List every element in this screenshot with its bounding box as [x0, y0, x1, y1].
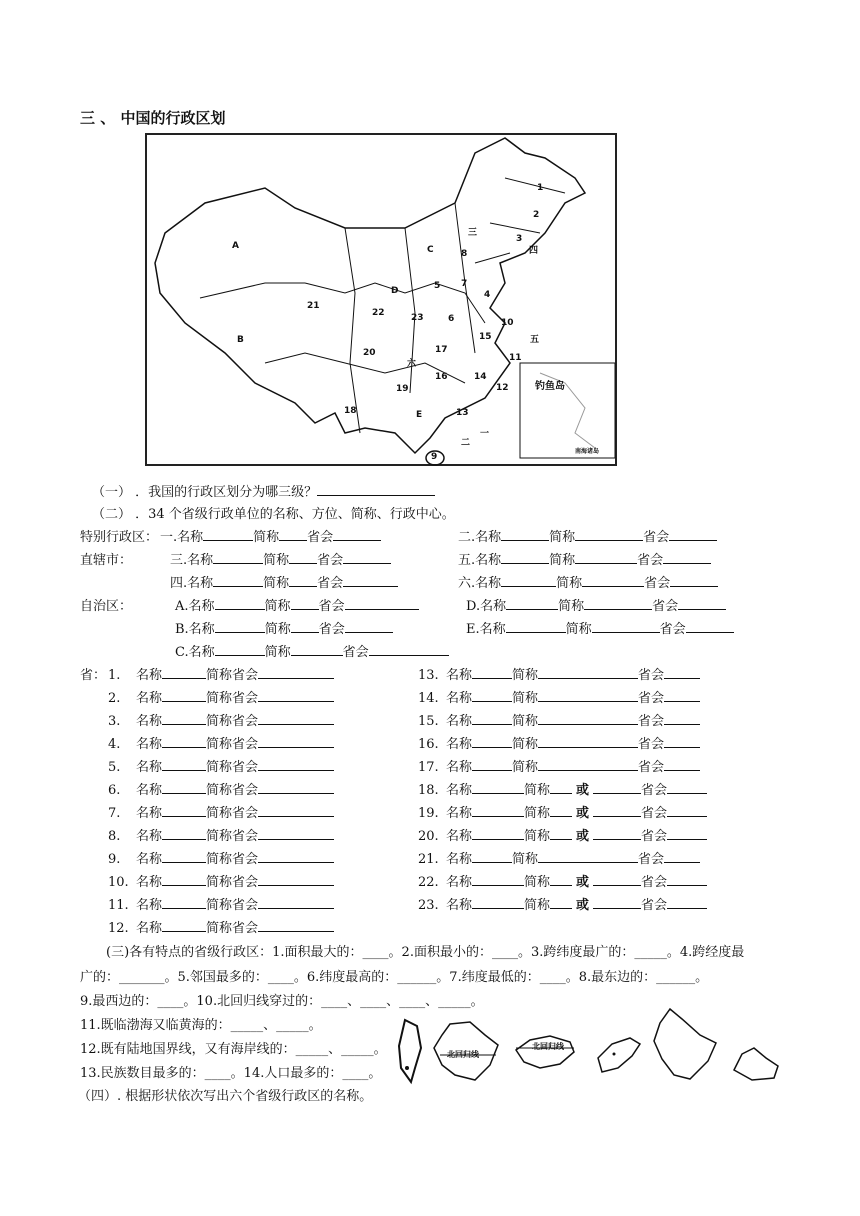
- muni-category: 直辖市：: [80, 553, 133, 568]
- province-number: 4.: [108, 737, 121, 752]
- field-label: 简称: [206, 829, 233, 844]
- field-label: 省会: [638, 714, 665, 729]
- province-number: 13.: [418, 668, 439, 683]
- q3-line-5: 12.既有陆地国界线，又有海岸线的：_____、_____。: [80, 1042, 387, 1057]
- field-label: 名称: [136, 783, 163, 798]
- field-label: 名称: [136, 852, 163, 867]
- province-row: [108, 687, 334, 706]
- province-row: [108, 871, 334, 890]
- province-row: [108, 733, 334, 752]
- q3-line-3: 9.最西边的：____。10.北回归线穿过的：____、____、____、_____。: [80, 994, 484, 1009]
- map-label-yi: 一: [480, 429, 490, 439]
- china-map-outline: [145, 133, 617, 466]
- field-label: 名称: [136, 921, 163, 936]
- tropic-label-2: 北回归线: [532, 1042, 564, 1051]
- map-label-10: 10: [501, 318, 514, 328]
- answer-blank[interactable]: [472, 895, 524, 909]
- province-row: [108, 664, 334, 683]
- muni-row-2a: 四.名称 简称 省会: [170, 572, 398, 591]
- province-row: [418, 664, 700, 683]
- auto-category: 自治区：: [80, 599, 133, 614]
- field-label: 名称: [136, 806, 163, 821]
- map-label-19: 19: [396, 384, 409, 394]
- field-label: 名称: [446, 760, 473, 775]
- province-row: [108, 848, 334, 867]
- field-label: 省会: [232, 668, 259, 683]
- answer-blank[interactable]: [667, 826, 707, 840]
- answer-blank[interactable]: [472, 826, 524, 840]
- answer-blank[interactable]: [550, 826, 572, 840]
- auto-row-1a: A.名称 简称 省会: [175, 595, 419, 614]
- map-label-san: 三: [468, 228, 478, 238]
- province-row: [418, 756, 700, 775]
- province-row: [418, 802, 707, 821]
- answer-blank[interactable]: [593, 803, 641, 817]
- map-label-wu: 五: [530, 335, 540, 345]
- field-label: 省会: [638, 852, 665, 867]
- field-label: 省会: [641, 898, 668, 913]
- map-label-16: 16: [435, 372, 448, 382]
- answer-blank[interactable]: [472, 757, 512, 771]
- answer-blank[interactable]: [162, 895, 206, 909]
- map-label-14: 14: [474, 372, 487, 382]
- field-label: 简称: [206, 921, 233, 936]
- province-number: 2.: [108, 691, 121, 706]
- or-label: 或: [576, 783, 590, 798]
- answer-blank[interactable]: [538, 734, 638, 748]
- answer-blank[interactable]: [162, 734, 206, 748]
- field-label: 简称: [512, 691, 539, 706]
- province-row: [418, 710, 700, 729]
- muni-row-1b: 五.名称 简称 省会: [458, 549, 711, 568]
- province-row: [418, 825, 707, 844]
- map-label-e: E: [416, 410, 423, 420]
- province-number: 1.: [108, 668, 121, 683]
- answer-blank[interactable]: [258, 895, 334, 909]
- field-label: 省会: [232, 921, 259, 936]
- province-row: [108, 917, 334, 936]
- china-map: [145, 133, 617, 466]
- province-number: 19.: [418, 806, 439, 821]
- field-label: 省会: [641, 806, 668, 821]
- province-number: 14.: [418, 691, 439, 706]
- map-label-23: 23: [411, 313, 424, 323]
- field-label: 省会: [638, 668, 665, 683]
- field-label: 名称: [136, 714, 163, 729]
- province-number: 18.: [418, 783, 439, 798]
- answer-blank[interactable]: [472, 872, 524, 886]
- field-label: 简称: [206, 875, 233, 890]
- map-label-er: 二: [461, 438, 471, 448]
- field-label: 名称: [136, 691, 163, 706]
- map-label-5: 5: [434, 281, 441, 291]
- field-label: 简称: [524, 875, 551, 890]
- field-label: 名称: [446, 829, 473, 844]
- answer-blank[interactable]: [538, 757, 638, 771]
- map-label-3: 3: [516, 234, 523, 244]
- field-label: 简称: [512, 668, 539, 683]
- inset-title: 钓鱼岛: [535, 381, 565, 392]
- province-row: [418, 779, 707, 798]
- province-number: 17.: [418, 760, 439, 775]
- province-prefix: 省：: [80, 668, 107, 683]
- field-label: 名称: [446, 783, 473, 798]
- or-label: 或: [576, 806, 590, 821]
- field-label: 名称: [446, 714, 473, 729]
- field-label: 名称: [136, 668, 163, 683]
- map-label-15: 15: [479, 332, 492, 342]
- answer-blank[interactable]: [664, 757, 700, 771]
- field-label: 名称: [446, 875, 473, 890]
- province-row: [108, 825, 334, 844]
- answer-blank[interactable]: [664, 711, 700, 725]
- map-label-7: 7: [461, 279, 468, 289]
- answer-blank[interactable]: [538, 711, 638, 725]
- q3-line-4: 11.既临渤海又临黄海的：_____、_____。: [80, 1018, 322, 1033]
- field-label: 省会: [232, 875, 259, 890]
- field-label: 省会: [641, 829, 668, 844]
- auto-row-3a: C.名称 简称 省会: [175, 641, 449, 660]
- answer-blank[interactable]: [538, 665, 638, 679]
- field-label: 省会: [638, 691, 665, 706]
- province-row: [418, 733, 700, 752]
- field-label: 简称: [206, 806, 233, 821]
- q3-line-1: (三)各有特点的省级行政区：1.面积最大的：____。2.面积最小的：____。3.跨纬度最广的：_____。4.跨经度最: [106, 945, 745, 960]
- page-title: 三 、 中国的行政区划: [80, 109, 226, 127]
- field-label: 省会: [641, 783, 668, 798]
- answer-blank[interactable]: [667, 872, 707, 886]
- inset-subtitle: 南海诸岛: [575, 448, 600, 455]
- field-label: 名称: [136, 875, 163, 890]
- answer-blank[interactable]: [258, 872, 334, 886]
- answer-blank[interactable]: [472, 734, 512, 748]
- auto-row-2b: E.名称 简称 省会: [466, 618, 734, 637]
- map-label-2: 2: [533, 210, 540, 220]
- field-label: 简称: [512, 737, 539, 752]
- answer-blank[interactable]: [538, 688, 638, 702]
- map-label-9: 9: [431, 452, 438, 462]
- province-row: [418, 871, 707, 890]
- province-number: 10.: [108, 875, 129, 890]
- map-label-8: 8: [461, 249, 468, 259]
- map-label-22: 22: [372, 308, 385, 318]
- province-row: [108, 710, 334, 729]
- q3-line-2: 广的：_______。5.邻国最多的：____。6.纬度最高的：______。7.纬度最低的：____。8.最东边的：______。: [80, 970, 709, 985]
- answer-blank[interactable]: [664, 849, 700, 863]
- field-label: 名称: [136, 760, 163, 775]
- field-label: 名称: [446, 737, 473, 752]
- muni-row-2b: 六.名称 简称 省会: [458, 572, 718, 591]
- answer-blank[interactable]: [258, 688, 334, 702]
- question-2: （二） ．34 个省级行政单位的名称、方位、简称、行政中心。: [92, 507, 455, 522]
- map-label-13: 13: [456, 408, 469, 418]
- province-number: 11.: [108, 898, 129, 913]
- answer-blank[interactable]: [667, 803, 707, 817]
- field-label: 简称: [206, 691, 233, 706]
- muni-row-1a: 三.名称 简称 省会: [170, 549, 391, 568]
- field-label: 简称: [206, 760, 233, 775]
- answer-blank[interactable]: [162, 826, 206, 840]
- answer-blank[interactable]: [258, 780, 334, 794]
- field-label: 简称: [524, 806, 551, 821]
- answer-blank[interactable]: [162, 918, 206, 932]
- field-label: 名称: [446, 806, 473, 821]
- or-label: 或: [576, 898, 590, 913]
- answer-blank[interactable]: [162, 665, 206, 679]
- province-shape-6: [728, 1040, 784, 1084]
- map-label-a: A: [232, 241, 239, 251]
- tropic-label-1: 北回归线: [447, 1050, 479, 1059]
- province-number: 9.: [108, 852, 121, 867]
- answer-blank[interactable]: [258, 711, 334, 725]
- answer-blank[interactable]: [317, 482, 435, 496]
- field-label: 名称: [446, 668, 473, 683]
- province-row: [418, 687, 700, 706]
- map-label-b: B: [237, 335, 244, 345]
- map-label-liu: 六: [407, 359, 417, 369]
- field-label: 简称: [206, 898, 233, 913]
- q4-title: （四）. 根据形状依次写出六个省级行政区的名称。: [78, 1089, 373, 1104]
- answer-blank[interactable]: [550, 872, 572, 886]
- province-row: [418, 894, 707, 913]
- or-label: 或: [576, 875, 590, 890]
- answer-blank[interactable]: [258, 665, 334, 679]
- answer-blank[interactable]: [472, 780, 524, 794]
- field-label: 名称: [136, 737, 163, 752]
- question-1: （一） ．我国的行政区划分为哪三级？: [92, 481, 435, 500]
- auto-row-2a: B.名称 简称 省会: [175, 618, 393, 637]
- province-number: 22.: [418, 875, 439, 890]
- field-label: 省会: [232, 691, 259, 706]
- province-row: [108, 802, 334, 821]
- map-label-17: 17: [435, 345, 448, 355]
- map-label-d: D: [391, 286, 399, 296]
- answer-blank[interactable]: [258, 757, 334, 771]
- answer-blank[interactable]: [664, 665, 700, 679]
- field-label: 省会: [641, 875, 668, 890]
- q3-line-6: 13.民族数目最多的：____。14.人口最多的：____。: [80, 1066, 382, 1081]
- answer-blank[interactable]: [472, 711, 512, 725]
- answer-blank[interactable]: [472, 688, 512, 702]
- map-label-20: 20: [363, 348, 376, 358]
- field-label: 省会: [232, 806, 259, 821]
- province-shape-5: [650, 1005, 720, 1085]
- answer-blank[interactable]: [550, 803, 572, 817]
- province-number: 8.: [108, 829, 121, 844]
- map-label-c: C: [427, 245, 434, 255]
- answer-blank[interactable]: [593, 895, 641, 909]
- field-label: 省会: [232, 829, 259, 844]
- answer-blank[interactable]: [664, 688, 700, 702]
- field-label: 简称: [206, 668, 233, 683]
- field-label: 省会: [232, 852, 259, 867]
- field-label: 简称: [524, 898, 551, 913]
- special-row-2: 二.名称 简称 省会: [458, 526, 717, 545]
- map-label-si: 四: [529, 246, 539, 256]
- answer-blank[interactable]: [538, 849, 638, 863]
- province-row: [108, 894, 334, 913]
- answer-blank[interactable]: [550, 895, 572, 909]
- answer-blank[interactable]: [664, 734, 700, 748]
- province-number: 5.: [108, 760, 121, 775]
- answer-blank[interactable]: [162, 872, 206, 886]
- answer-blank[interactable]: [258, 849, 334, 863]
- map-label-11: 11: [509, 353, 522, 363]
- field-label: 简称: [206, 714, 233, 729]
- answer-blank[interactable]: [258, 918, 334, 932]
- map-label-6: 6: [448, 314, 455, 324]
- field-label: 简称: [206, 737, 233, 752]
- answer-blank[interactable]: [472, 849, 512, 863]
- answer-blank[interactable]: [593, 780, 641, 794]
- field-label: 简称: [206, 852, 233, 867]
- answer-blank[interactable]: [162, 803, 206, 817]
- answer-blank[interactable]: [258, 826, 334, 840]
- map-label-21: 21: [307, 301, 320, 311]
- map-label-18: 18: [344, 406, 357, 416]
- answer-blank[interactable]: [162, 688, 206, 702]
- field-label: 简称: [512, 852, 539, 867]
- province-number: 7.: [108, 806, 121, 821]
- field-label: 名称: [446, 691, 473, 706]
- province-number: 21.: [418, 852, 439, 867]
- answer-blank[interactable]: [550, 780, 572, 794]
- or-label: 或: [576, 829, 590, 844]
- answer-blank[interactable]: [258, 734, 334, 748]
- field-label: 简称: [206, 783, 233, 798]
- answer-blank[interactable]: [162, 849, 206, 863]
- province-number: 3.: [108, 714, 121, 729]
- field-label: 简称: [512, 714, 539, 729]
- map-label-12: 12: [496, 383, 509, 393]
- auto-row-1b: D.名称 简称 省会: [466, 595, 726, 614]
- field-label: 省会: [232, 783, 259, 798]
- field-label: 名称: [136, 898, 163, 913]
- province-shape-1: [395, 1018, 425, 1086]
- province-row: [418, 848, 700, 867]
- field-label: 省会: [638, 760, 665, 775]
- province-number: 15.: [418, 714, 439, 729]
- field-label: 省会: [232, 714, 259, 729]
- special-row: 特别行政区： 一.名称 简称 省会: [80, 526, 381, 545]
- field-label: 名称: [446, 852, 473, 867]
- field-label: 省会: [232, 898, 259, 913]
- province-row: [108, 756, 334, 775]
- field-label: 简称: [524, 783, 551, 798]
- field-label: 简称: [512, 760, 539, 775]
- map-label-4: 4: [484, 290, 491, 300]
- answer-blank[interactable]: [667, 895, 707, 909]
- answer-blank[interactable]: [593, 872, 641, 886]
- answer-blank[interactable]: [162, 711, 206, 725]
- province-shape-4: [592, 1034, 644, 1076]
- answer-blank[interactable]: [258, 803, 334, 817]
- field-label: 名称: [136, 829, 163, 844]
- answer-blank[interactable]: [667, 780, 707, 794]
- answer-blank[interactable]: [472, 803, 524, 817]
- province-number: 6.: [108, 783, 121, 798]
- province-number: 16.: [418, 737, 439, 752]
- field-label: 简称: [524, 829, 551, 844]
- answer-blank[interactable]: [472, 665, 512, 679]
- field-label: 省会: [638, 737, 665, 752]
- province-number: 20.: [418, 829, 439, 844]
- province-number: 23.: [418, 898, 439, 913]
- province-row: [108, 779, 334, 798]
- province-number: 12.: [108, 921, 129, 936]
- field-label: 名称: [446, 898, 473, 913]
- answer-blank[interactable]: [162, 757, 206, 771]
- field-label: 省会: [232, 737, 259, 752]
- answer-blank[interactable]: [162, 780, 206, 794]
- map-label-1: 1: [537, 183, 544, 193]
- answer-blank[interactable]: [593, 826, 641, 840]
- field-label: 省会: [232, 760, 259, 775]
